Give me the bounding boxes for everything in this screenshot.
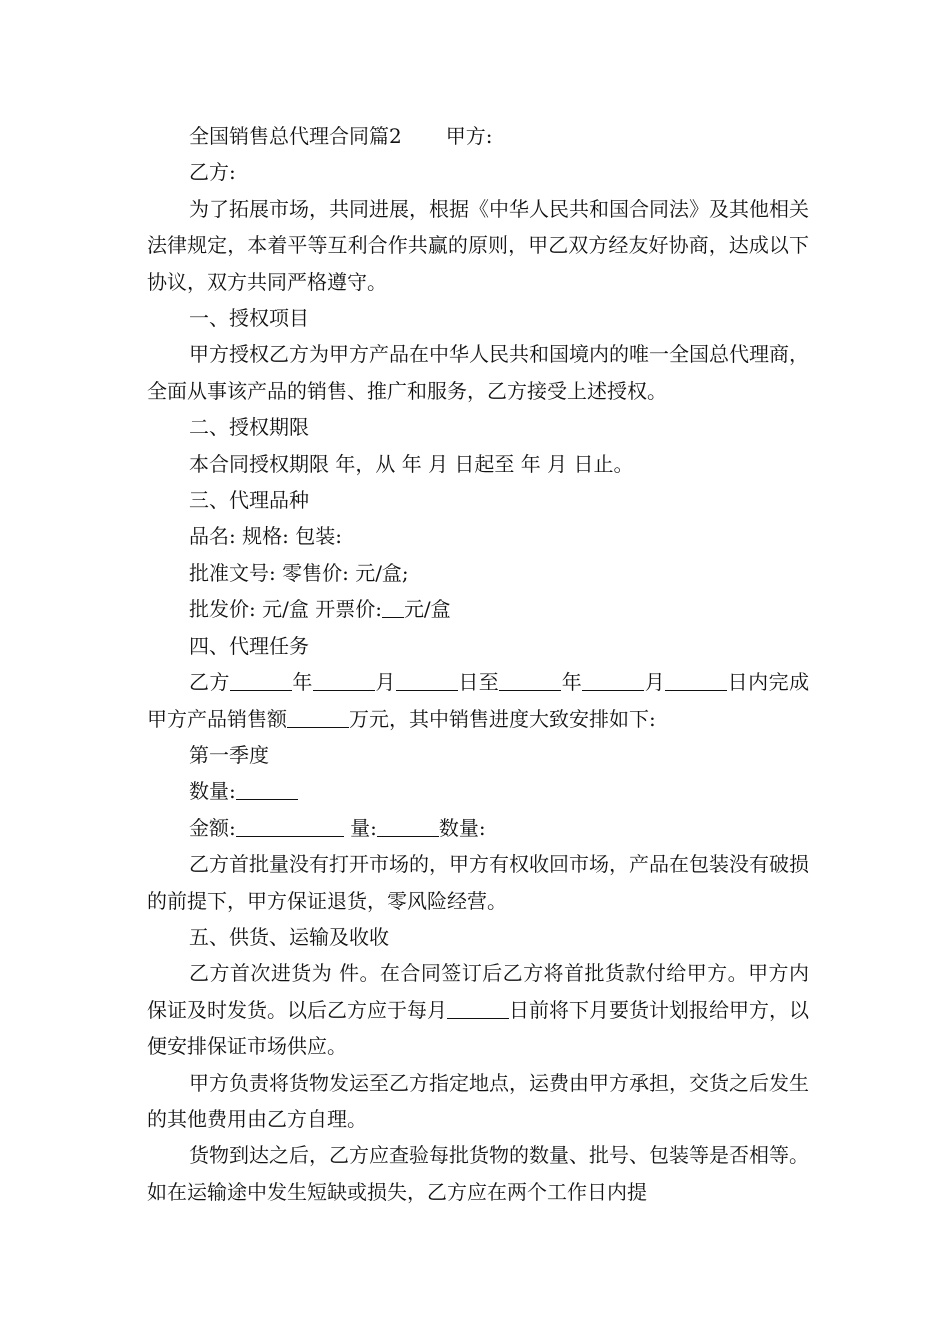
section-4-task-paragraph <box>147 664 809 737</box>
task-text: 万元，其中销售进度大致安排如下: <box>349 706 656 731</box>
quarter-1-label: 第一季度 <box>189 742 269 767</box>
task-text: 年 <box>561 670 583 695</box>
section-5-paragraph-1 <box>147 955 809 1064</box>
amount-count-label: 数量: <box>438 815 486 840</box>
task-text: 乙方 <box>189 670 230 695</box>
task-text: 年 <box>291 670 313 695</box>
amount-line <box>147 810 809 846</box>
blank-line <box>313 670 375 691</box>
price-line <box>147 591 809 627</box>
blank-line <box>582 670 644 691</box>
section-2-text: 本合同授权期限 年，从 年 月 日起至 年 月 日止。 <box>189 451 634 476</box>
quantity-line <box>147 773 809 809</box>
title-line <box>147 118 809 154</box>
task-text: 月 <box>644 670 666 695</box>
blank-line <box>665 670 727 691</box>
section-3-heading: 三、代理品种 <box>189 488 309 513</box>
doc-title: 全国销售总代理合同篇2 <box>189 124 402 148</box>
blank-line <box>377 816 439 837</box>
section-5-heading: 五、供货、运输及收收 <box>189 924 389 949</box>
amount-label: 金额: <box>189 815 236 840</box>
supply-text: 日前将下月要货计划报给甲方，以便安排保证市场供应。 <box>147 997 809 1059</box>
blank-line <box>396 670 458 691</box>
wholesale-price-label: 批发价: 元/盒 开票价: <box>189 597 382 622</box>
blank-line <box>287 707 349 728</box>
product-name-line: 品名: 规格: 包装: <box>189 524 342 549</box>
approval-number-line: 批准文号: 零售价: 元/盒; <box>189 560 409 585</box>
blank-line <box>447 998 509 1019</box>
task-text: 日内完成甲方产品销售额 <box>147 670 810 731</box>
supply-text: 乙方首次进货为 件。在合同签订后乙方将首批货款付给甲方。甲方内保证及时发货。以后乙方应于每月 <box>147 961 809 1022</box>
section-1-text: 甲方授权乙方为甲方产品在中华人民共和国境内的唯一全国总代理商，全面从事该产品的销售、推广和服务，乙方接受上述授权。 <box>147 342 809 403</box>
quantity-label: 数量: <box>189 779 236 804</box>
section-5-paragraph-2: 甲方负责将货物发运至乙方指定地点，运费由甲方承担，交货之后发生的其他费用由乙方自理。 <box>147 1070 809 1131</box>
amount-qty-label: 量: <box>350 815 377 840</box>
task-text: 日至 <box>457 670 500 695</box>
party-b-label: 乙方: <box>189 160 236 185</box>
section-4-note: 乙方首批量没有打开市场的，甲方有权收回市场，产品在包装没有破损的前提下，甲方保证退货，零风险经营。 <box>147 852 809 913</box>
blank-line <box>236 779 298 800</box>
preamble-paragraph: 为了拓展市场，共同进展，根据《中华人民共和国合同法》及其他相关法律规定，本着平等互利合作共赢的原则，甲乙双方经友好协商，达成以下协议，双方共同严格遵守。 <box>147 196 809 294</box>
blank-line <box>382 597 404 618</box>
section-2-heading: 二、授权期限 <box>189 415 309 440</box>
party-a-label: 甲方: <box>445 124 493 148</box>
section-5-paragraph-3: 货物到达之后，乙方应查验每批货物的数量、批号、包装等是否相等。如在运输途中发生短缺或损失，乙方应在两个工作日内提 <box>147 1143 809 1204</box>
invoice-price-unit: 元/盒 <box>403 597 451 622</box>
blank-line <box>499 670 561 691</box>
blank-line <box>236 816 344 837</box>
task-text: 月 <box>374 670 396 695</box>
contract-body <box>147 118 809 1210</box>
section-4-heading: 四、代理任务 <box>189 633 309 658</box>
blank-line <box>230 670 292 691</box>
section-1-heading: 一、授权项目 <box>189 306 309 331</box>
